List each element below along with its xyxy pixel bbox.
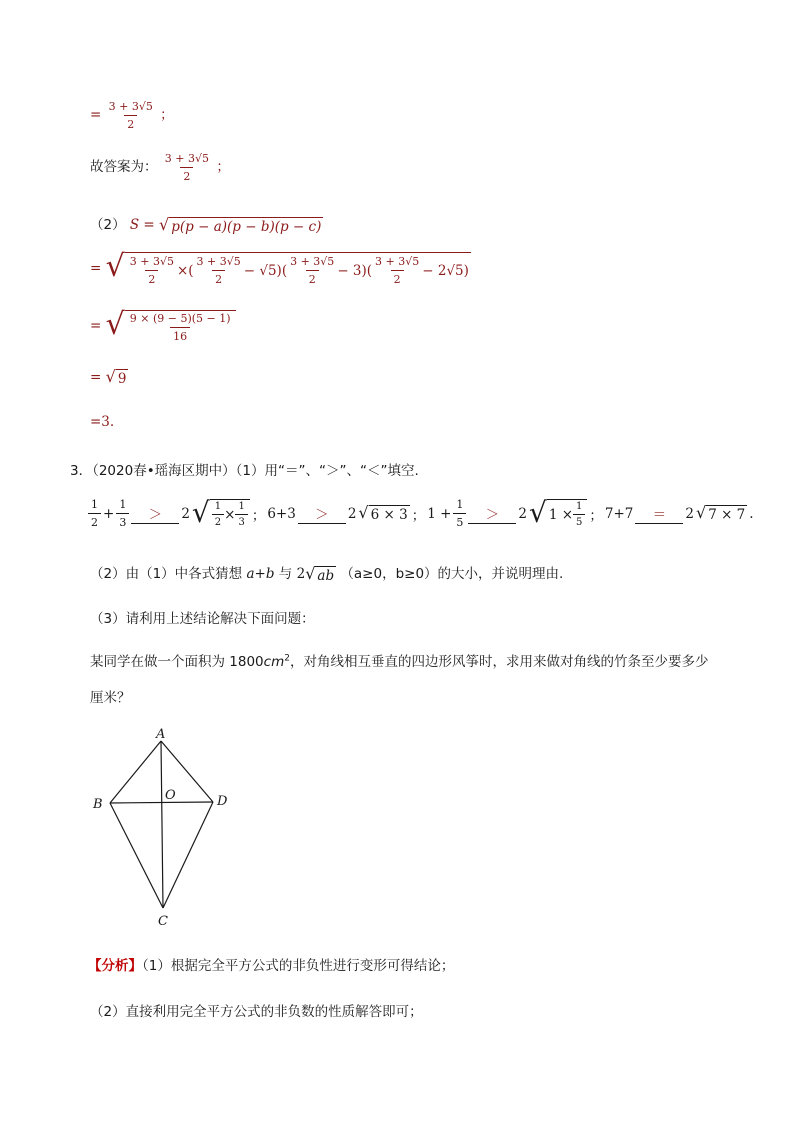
numerator: 1 xyxy=(214,501,222,512)
question-3-heading: 3．（2020春•瑶海区期中）（1）用“＝”、“＞”、“＜”填空. xyxy=(70,463,419,479)
coefficient: 2 xyxy=(685,505,694,522)
radicand xyxy=(210,499,250,528)
radical xyxy=(106,369,129,387)
fraction-one-fifth xyxy=(453,498,466,529)
analysis-tag: 【分析】 xyxy=(88,958,142,974)
open-paren: ( xyxy=(188,262,194,279)
fraction xyxy=(573,501,585,528)
semicolon: ； xyxy=(160,107,174,123)
period: . xyxy=(749,505,754,522)
numerator: 1 xyxy=(456,498,464,511)
problem-line-1 xyxy=(90,650,708,670)
edge-ab xyxy=(110,741,161,803)
fraction xyxy=(235,501,247,528)
solution-line-1 xyxy=(90,100,174,131)
expression-a-plus-b: a+b xyxy=(246,566,275,582)
radical-sign: √ xyxy=(105,307,125,342)
radical xyxy=(305,563,336,584)
radicand: p(p − a)(p − b)(p − c) xyxy=(171,218,322,235)
part2-prefix: （2）由（1）中各式猜想 xyxy=(90,566,243,582)
semicolon: ； xyxy=(589,507,603,524)
denominator: 2 xyxy=(88,513,101,529)
answer-blank-2: ＞ xyxy=(298,503,346,524)
coefficient: 2 xyxy=(518,505,527,522)
coefficient: 2 xyxy=(347,505,357,522)
fraction xyxy=(127,255,177,286)
radicand xyxy=(125,310,236,343)
radical-sign: √ xyxy=(105,367,116,386)
fraction-numerator: 3 + 3√5 xyxy=(375,255,420,268)
equals-sign: = xyxy=(90,318,102,334)
denominator: 3 xyxy=(116,513,129,529)
question-3-part-3: （3）请利用上述结论解决下面问题： xyxy=(90,611,315,627)
answer-blank-3: ＞ xyxy=(468,503,516,524)
denominator: 3 xyxy=(235,514,247,528)
analysis-text: （1）根据完全平方公式的非负性进行变形可得结论； xyxy=(142,958,455,974)
equals-sign: = xyxy=(90,369,102,386)
unit: cm xyxy=(263,654,285,670)
semicolon: ； xyxy=(216,159,230,175)
radicand: ab xyxy=(317,567,335,584)
radical xyxy=(528,496,587,529)
vertex-label-o: O xyxy=(165,788,176,803)
analysis-line-1 xyxy=(88,954,454,974)
fraction-numerator: 3 + 3√5 xyxy=(108,100,153,113)
numerator: 1 xyxy=(576,501,583,512)
denominator: 2 xyxy=(212,514,224,528)
radicand-prefix: 1 × xyxy=(548,506,574,523)
connector: 与 xyxy=(278,566,293,582)
vertex-label-c: C xyxy=(158,914,168,929)
radical-sign: √ xyxy=(105,249,125,284)
fraction xyxy=(127,312,234,343)
expression-lhs: 1 + xyxy=(427,505,452,522)
fraction-denominator: 2 xyxy=(212,270,225,286)
fraction-numerator: 3 + 3√5 xyxy=(290,255,335,268)
radical-sign: √ xyxy=(528,496,547,529)
coefficient: 2 xyxy=(181,505,190,522)
solution-step-1 xyxy=(90,249,471,286)
expression-lhs: 7+7 xyxy=(604,505,634,522)
fraction-numerator: 3 + 3√5 xyxy=(196,255,241,268)
times-sign: × xyxy=(176,262,189,279)
vertex-label-b: B xyxy=(93,797,103,812)
problem-text: ，对角线相互垂直的四边形风筝时，求用来做对角线的竹条至少要多少 xyxy=(289,654,709,670)
numerator: 1 xyxy=(238,501,245,512)
numerator: 1 xyxy=(91,498,98,511)
radical-sign: √ xyxy=(305,563,316,583)
edge-bc xyxy=(110,803,163,908)
solution-step-2 xyxy=(90,307,236,343)
fraction-denominator: 2 xyxy=(180,167,193,183)
part2-condition: （a≥0，b≥0）的大小，并说明理由. xyxy=(340,566,564,582)
semicolon: ； xyxy=(251,507,266,524)
radical-sign: √ xyxy=(191,496,210,529)
edge-dc xyxy=(163,802,213,908)
solution-step-3 xyxy=(90,369,128,387)
unit-exponent: 2 xyxy=(284,653,290,664)
answer-blank-4: ＝ xyxy=(635,503,683,524)
comparison-line xyxy=(88,498,754,529)
fraction-numerator: 9 × (9 − 5)(5 − 1) xyxy=(129,312,231,325)
diagonal-ac xyxy=(161,741,163,908)
radical xyxy=(191,496,250,529)
formula-lhs: S = xyxy=(129,217,155,233)
fraction-denominator: 16 xyxy=(170,327,190,343)
radicand: 6 × 3 xyxy=(370,506,408,523)
numerator: 1 xyxy=(119,498,127,511)
answer-fraction xyxy=(162,152,212,183)
part2-formula xyxy=(90,213,323,235)
term: − 3)( xyxy=(337,262,373,279)
vertex-label-d: D xyxy=(217,794,228,809)
fraction-denominator: 2 xyxy=(124,115,137,131)
radical-sign: √ xyxy=(159,214,170,234)
analysis-line-2: （2）直接利用完全平方公式的非负数的性质解答即可； xyxy=(90,1004,423,1020)
plus-sign: + xyxy=(103,505,115,522)
fraction-denominator: 2 xyxy=(306,270,319,286)
fraction-numerator: 3 + 3√5 xyxy=(129,255,174,268)
radical xyxy=(696,502,747,523)
fraction xyxy=(212,501,224,528)
radical-sign: √ xyxy=(358,502,369,522)
kite-figure xyxy=(85,725,245,930)
radicand: 7 × 7 xyxy=(708,506,746,523)
solution-step-4: =3. xyxy=(90,414,115,430)
term: − 2√5) xyxy=(422,262,469,279)
radical-sign: √ xyxy=(696,502,707,522)
radical xyxy=(159,214,323,235)
fraction-denominator: 2 xyxy=(391,270,404,286)
big-radical xyxy=(105,249,471,286)
problem-line-2: 厘米？ xyxy=(90,690,131,706)
equals-sign: = xyxy=(90,260,102,277)
fraction xyxy=(372,255,422,286)
fraction-one-half xyxy=(88,498,101,529)
fraction-denominator: 2 xyxy=(145,270,158,286)
equals-sign: = xyxy=(90,107,102,123)
coefficient: 2 xyxy=(296,566,306,582)
radicand xyxy=(547,499,588,528)
expression-lhs: 6+3 xyxy=(267,505,296,522)
fraction-numerator: 3 + 3√5 xyxy=(164,152,210,165)
vertex-label-a: A xyxy=(156,727,166,742)
question-3-part-2 xyxy=(90,562,563,584)
denominator: 5 xyxy=(453,513,466,529)
problem-text: 某同学在做一个面积为 1800 xyxy=(90,654,264,670)
answer-label: 故答案为： xyxy=(90,159,158,175)
fraction xyxy=(106,100,156,131)
part-label: （2） xyxy=(90,217,126,233)
times-sign: × xyxy=(224,506,236,523)
semicolon: ； xyxy=(411,507,426,524)
radicand: 9 xyxy=(117,371,127,387)
fraction xyxy=(194,255,244,286)
answer-line xyxy=(90,152,230,183)
denominator: 5 xyxy=(573,514,585,528)
radicand xyxy=(125,252,471,286)
fraction xyxy=(287,255,337,286)
answer-blank-1: ＞ xyxy=(131,503,179,524)
radical xyxy=(358,502,409,523)
term: − √5)( xyxy=(243,262,288,279)
radical xyxy=(105,307,236,343)
fraction-one-third xyxy=(116,498,129,529)
